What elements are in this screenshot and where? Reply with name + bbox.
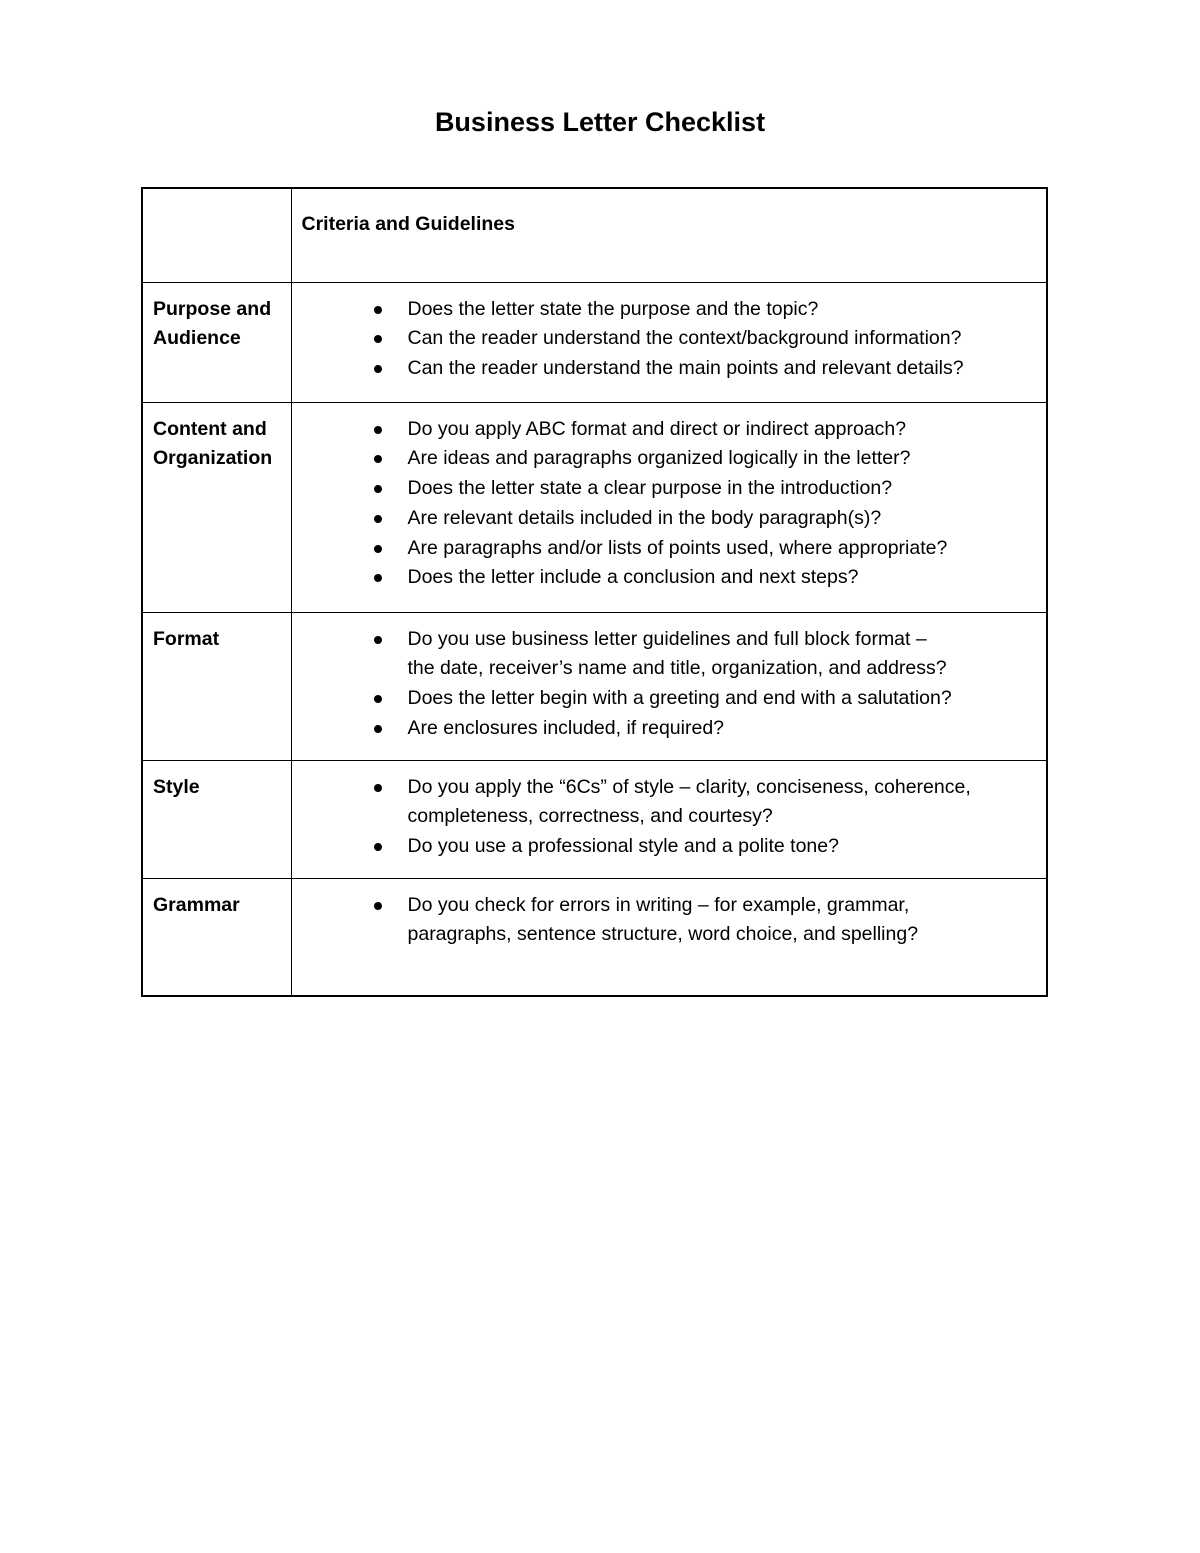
list-item xyxy=(292,295,1047,325)
row-label-cell xyxy=(142,878,291,996)
row-label xyxy=(143,625,291,654)
row-label-line: Purpose and xyxy=(153,297,272,320)
row-label-cell xyxy=(142,612,291,760)
bullet-icon xyxy=(374,426,382,434)
list-item-continuation xyxy=(292,654,1047,684)
bullet-icon xyxy=(374,695,382,703)
list-item-text: the date, receiver’s name and title, organization, and address? xyxy=(407,657,947,680)
list-item-text: Do you apply ABC format and direct or indirect approach? xyxy=(407,417,907,440)
page-title: Business Letter Checklist xyxy=(434,107,766,137)
bullet-icon xyxy=(374,455,382,463)
row-label-line: Style xyxy=(153,775,200,798)
list-item-continuation xyxy=(292,920,1047,950)
list-item-text: Are ideas and paragraphs organized logically in the letter? xyxy=(407,447,911,470)
list-item-text: Do you check for errors in writing – for example, grammar, xyxy=(407,893,910,916)
header-criteria-text: Criteria and Guidelines xyxy=(301,213,515,235)
checklist-table xyxy=(141,187,1048,997)
list-item xyxy=(292,625,1047,655)
list-item xyxy=(292,714,1047,744)
list-item xyxy=(292,474,1047,504)
criteria-list xyxy=(292,891,1047,951)
list-item xyxy=(292,444,1047,474)
bullet-icon xyxy=(374,784,382,792)
list-item-text: Are relevant details included in the body paragraph(s)? xyxy=(407,506,882,529)
bullet-icon xyxy=(374,306,382,314)
bullet-icon xyxy=(374,335,382,343)
list-item xyxy=(292,504,1047,534)
row-label xyxy=(143,891,291,920)
criteria-list xyxy=(292,415,1047,594)
list-item xyxy=(292,354,1047,384)
row-criteria-cell xyxy=(291,878,1047,996)
list-item xyxy=(292,891,1047,921)
row-label-line: Format xyxy=(153,627,220,650)
list-item-text: Are paragraphs and/or lists of points used, where appropriate? xyxy=(407,536,948,559)
table-row xyxy=(142,760,1047,878)
list-item-text: Can the reader understand the context/background information? xyxy=(407,327,962,350)
list-item xyxy=(292,832,1047,862)
list-item-text: Does the letter include a conclusion and next steps? xyxy=(407,566,859,589)
list-item xyxy=(292,563,1047,593)
table-row xyxy=(142,402,1047,612)
row-label xyxy=(143,295,291,353)
bullet-icon xyxy=(374,725,382,733)
bullet-icon xyxy=(374,485,382,493)
bullet-icon xyxy=(374,636,382,644)
list-item-text: paragraphs, sentence structure, word choice, and spelling? xyxy=(407,923,919,946)
row-label-line: Content and xyxy=(153,417,267,440)
row-label-line: Audience xyxy=(153,326,241,349)
row-label xyxy=(143,415,291,473)
criteria-list xyxy=(292,295,1047,384)
row-criteria-cell xyxy=(291,760,1047,878)
header-criteria-cell xyxy=(291,188,1047,282)
row-label-cell xyxy=(142,282,291,402)
list-item xyxy=(292,534,1047,564)
table-row xyxy=(142,282,1047,402)
table-row xyxy=(142,878,1047,996)
bullet-icon xyxy=(374,365,382,373)
bullet-icon xyxy=(374,574,382,582)
list-item-text: Does the letter begin with a greeting and end with a salutation? xyxy=(407,687,952,710)
list-item-text: Do you apply the “6Cs” of style – clarity, conciseness, coherence, xyxy=(407,775,971,798)
row-label-line: Organization xyxy=(153,446,273,469)
list-item-text: completeness, correctness, and courtesy? xyxy=(407,805,773,828)
criteria-list xyxy=(292,773,1047,862)
bullet-icon xyxy=(374,902,382,910)
row-label-cell xyxy=(142,402,291,612)
bullet-icon xyxy=(374,843,382,851)
bullet-icon xyxy=(374,515,382,523)
list-item xyxy=(292,773,1047,803)
list-item xyxy=(292,415,1047,445)
row-criteria-cell xyxy=(291,402,1047,612)
bullet-icon xyxy=(374,545,382,553)
row-label xyxy=(143,773,291,802)
list-item xyxy=(292,684,1047,714)
table-header-row xyxy=(142,188,1047,282)
criteria-list xyxy=(292,625,1047,744)
header-label-text xyxy=(143,189,291,212)
header-label-cell xyxy=(142,188,291,282)
list-item-text: Does the letter state the purpose and the topic? xyxy=(407,297,819,320)
list-item-text: Does the letter state a clear purpose in the introduction? xyxy=(407,477,893,500)
row-label-line: Grammar xyxy=(153,893,240,916)
list-item-text: Are enclosures included, if required? xyxy=(407,716,725,739)
row-criteria-cell xyxy=(291,282,1047,402)
row-label-cell xyxy=(142,760,291,878)
row-criteria-cell xyxy=(291,612,1047,760)
list-item xyxy=(292,324,1047,354)
list-item-continuation xyxy=(292,802,1047,832)
list-item-text: Do you use business letter guidelines and full block format – xyxy=(407,627,927,650)
table-row xyxy=(142,612,1047,760)
list-item-text: Can the reader understand the main points and relevant details? xyxy=(407,357,964,380)
list-item-text: Do you use a professional style and a polite tone? xyxy=(407,835,839,858)
